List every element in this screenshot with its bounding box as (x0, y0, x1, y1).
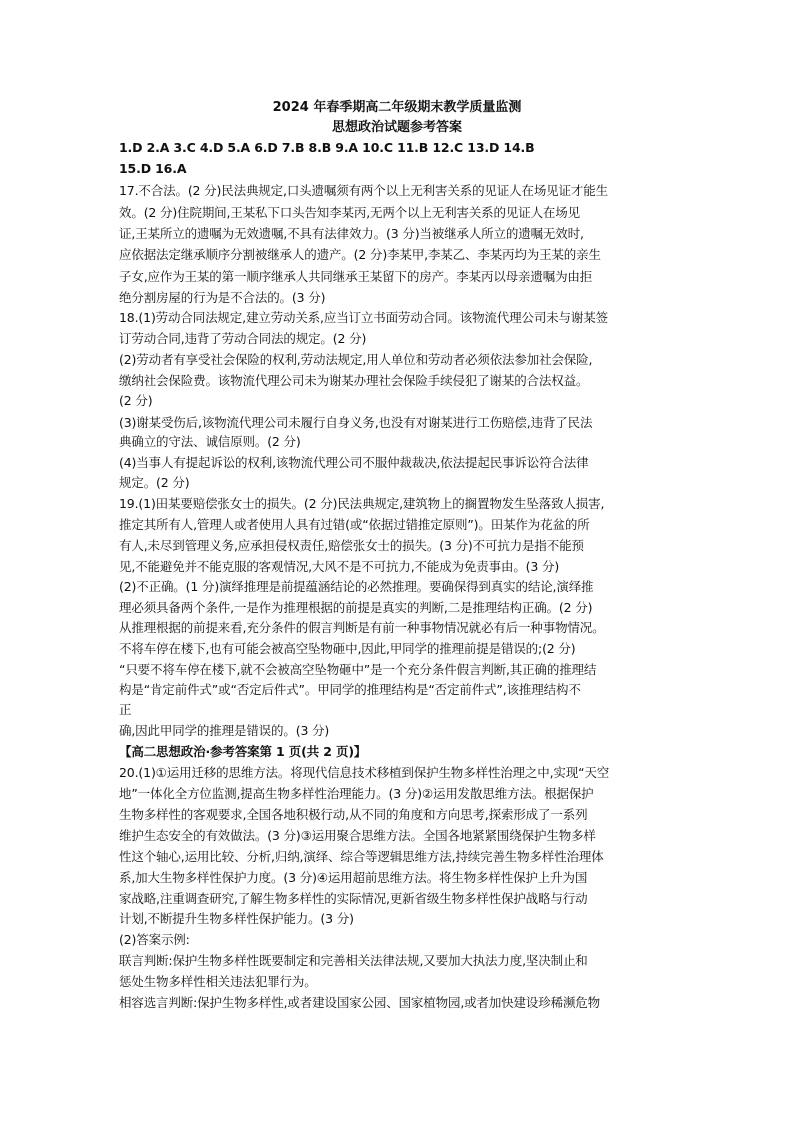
q20-answer-line: 计划,不断提升生物多样性保护能力。(3 分) (119, 911, 354, 926)
q18-answer-line: 典确立的守法、诚信原则。(2 分) (119, 434, 301, 449)
q18-answer-line: (2 分) (119, 393, 153, 408)
q19-answer-line: 正 (119, 702, 132, 717)
q20-answer-line: 系,加大生物多样性保护力度。(3 分)④运用超前思维方法。将生物多样性保护上升为国 (119, 870, 588, 885)
document-subtitle: 思想政治试题参考答案 (331, 120, 462, 135)
q20-answer-line: 惩处生物多样性相关违法犯罪行为。 (119, 974, 317, 989)
q18-answer-line: (2)劳动者有享受社会保险的权利,劳动法规定,用人单位和劳动者必须依法参加社会保险, (119, 352, 593, 367)
q18-answer-line: 缴纳社会保险费。该物流代理公司未为谢某办理社会保险手续侵犯了谢某的合法权益。 (119, 373, 589, 388)
q20-answer-line: 维护生态安全的有效做法。(3 分)③运用聚合思维方法。全国各地紧紧围绕保护生物多样 (119, 828, 596, 843)
q20-answer-line: 相容选言判断:保护生物多样性,或者建设国家公园、国家植物园,或者加快建设珍稀濒危物 (119, 995, 601, 1010)
q20-answer-line: 地”一体化全方位监测,提高生物多样性治理能力。(3 分)②运用发散思维方法。根据保护 (119, 786, 594, 801)
q17-answer-line: 应依据法定继承顺序分割被继承人的遗产。(2 分)李某甲,李某乙、李某丙均为王某的亲生 (119, 247, 601, 262)
page-footer: 【高二思想政治·参考答案第 1 页(共 2 页)】 (119, 744, 367, 759)
q19-answer-line: 理必须具备两个条件,一是作为推理根据的前提是真实的判断,二是推理结构正确。(2 分) (119, 600, 593, 615)
q20-answer-line: (2)答案示例: (119, 932, 190, 947)
q19-answer-line: 推定其所有人,管理人或者使用人具有过错(或“依据过错推定原则”)。田某作为花盆的所 (119, 517, 590, 532)
q20-answer-line: 性这个轴心,运用比较、分析,归纳,演绎、综合等逻辑思维方法,持续完善生物多样性治理体 (119, 849, 604, 864)
q17-answer-line: 子女,应作为王某的第一顺序继承人共同继承王某留下的房产。李某丙以母亲遗嘱为由拒 (119, 269, 593, 284)
q17-answer-line: 证,王某所立的遗嘱为无效遗嘱,不具有法律效力。(3 分)当被继承人所立的遗嘱无效时, (119, 226, 584, 241)
q20-answer-line: 20.(1)①运用迁移的思维方法。将现代信息技术移植到保护生物多样性治理之中,实现“天空 (119, 765, 610, 780)
q19-answer-line: 见,不能避免并不能克服的客观情况,大风不是不可抗力,不能成为免责事由。(3 分) (119, 559, 560, 574)
q18-answer-line: (4)当事人有提起诉讼的权利,该物流代理公司不服仲裁裁决,依法提起民事诉讼符合法律 (119, 455, 589, 470)
q20-answer-line: 生物多样性的客观要求,全国各地积极行动,从不同的角度和方向思考,探索形成了一系列 (119, 807, 588, 822)
q18-answer-line: 订劳动合同,违背了劳动合同法的规定。(2 分) (119, 331, 367, 346)
q19-answer-line: (2)不正确。(1 分)演绎推理是前提蕴涵结论的必然推理。要确保得到真实的结论,演绎推 (119, 579, 594, 594)
q18-answer-line: (3)谢某受伤后,该物流代理公司未履行自身义务,也没有对谢某进行工伤赔偿,违背了民法 (119, 415, 593, 430)
q19-answer-line: 不将车停在楼下,也有可能会被高空坠物砸中,因此,甲同学的推理前提是错误的;(2 分) (119, 641, 576, 656)
q19-answer-line: 确,因此甲同学的推理是错误的。(3 分) (119, 723, 330, 738)
q18-answer-line: 18.(1)劳动合同法规定,建立劳动关系,应当订立书面劳动合同。该物流代理公司未与谢某签 (119, 310, 608, 325)
q19-answer-line: 有人,未尽到管理义务,应承担侵权责任,赔偿张女士的损失。(3 分)不可抗力是指不能预 (119, 538, 584, 553)
q19-answer-line: “只要不将车停在楼下,就不会被高空坠物砸中”是一个充分条件假言判断,其正确的推理结 (119, 662, 597, 677)
document-title: 2024 年春季期高二年级期末教学质量监测 (272, 100, 522, 115)
q17-answer-line: 17.不合法。(2 分)民法典规定,口头遗嘱须有两个以上无利害关系的见证人在场见证才能生 (119, 183, 608, 198)
q19-answer-line: 从推理根据的前提来看,充分条件的假言判断是有前一种事物情况就必有后一种事物情况。 (119, 620, 605, 635)
q17-answer-line: 效。(2 分)住院期间,王某私下口头告知李某丙,无两个以上无利害关系的见证人在场见 (119, 205, 580, 220)
q20-answer-line: 家战略,注重调查研究,了解生物多样性的实际情况,更新省级生物多样性保护战略与行动 (119, 891, 588, 906)
choice-answers-line: 15.D 16.A (119, 161, 187, 176)
choice-answers-line: 1.D 2.A 3.C 4.D 5.A 6.D 7.B 8.B 9.A 10.C 11.B 12.C 13.D 14.B (119, 140, 535, 155)
q17-answer-line: 绝分割房屋的行为是不合法的。(3 分) (119, 290, 326, 305)
q18-answer-line: 规定。(2 分) (119, 475, 190, 490)
q20-answer-line: 联言判断:保护生物多样性既要制定和完善相关法律法规,又要加大执法力度,坚决制止和 (119, 953, 588, 968)
q19-answer-line: 19.(1)田某要赔偿张女士的损失。(2 分)民法典规定,建筑物上的搁置物发生坠落致人损害, (119, 496, 605, 511)
q19-answer-line: 构是“肯定前件式”或“否定后件式”。甲同学的推理结构是“否定前件式”,该推理结构不 (119, 682, 581, 697)
